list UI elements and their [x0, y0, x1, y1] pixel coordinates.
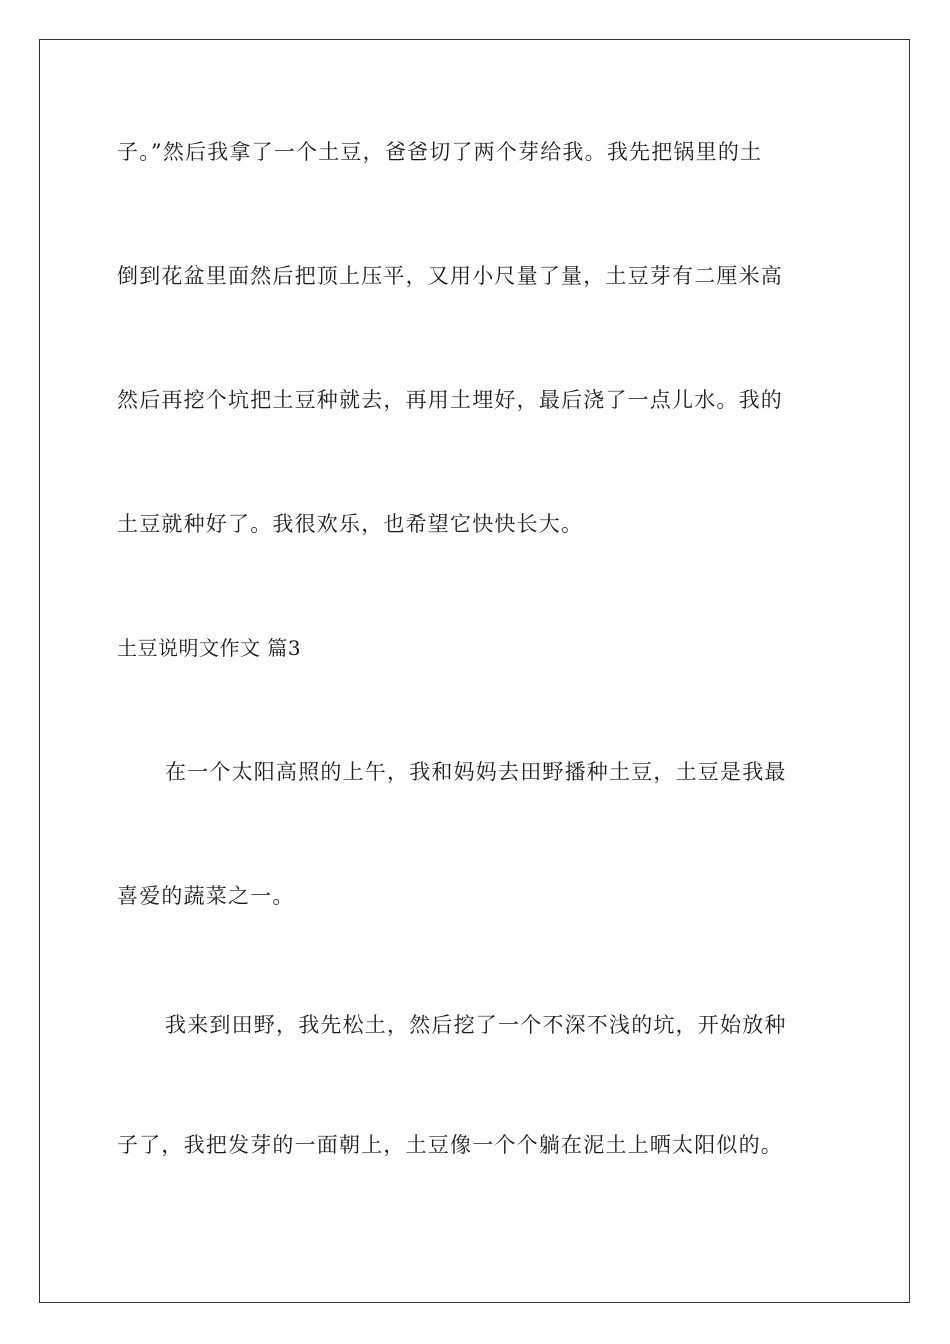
page-border	[39, 39, 910, 1303]
paragraph-2-line-1: 在一个太阳高照的上午，我和妈妈去田野播种土豆，土豆是我最	[165, 760, 787, 784]
paragraph-1-line-2: 倒到花盆里面然后把顶上压平，又用小尺量了量，土豆芽有二厘米高	[117, 264, 783, 288]
paragraph-3-line-2: 子了，我把发芽的一面朝上，土豆像一个个躺在泥土上晒太阳似的。	[117, 1133, 783, 1157]
paragraph-1-line-1: 子。”然后我拿了一个土豆，爸爸切了两个芽给我。我先把锅里的土	[117, 140, 763, 164]
section-heading: 土豆说明文作文 篇3	[117, 636, 302, 660]
paragraph-2-line-2: 喜爱的蔬菜之一。	[117, 884, 295, 908]
paragraph-1-line-4: 土豆就种好了。我很欢乐，也希望它快快长大。	[117, 512, 584, 536]
paragraph-1-line-3: 然后再挖个坑把土豆种就去，再用土埋好，最后浇了一点儿水。我的	[117, 388, 783, 412]
paragraph-3-line-1: 我来到田野，我先松土，然后挖了一个不深不浅的坑，开始放种	[165, 1013, 787, 1037]
